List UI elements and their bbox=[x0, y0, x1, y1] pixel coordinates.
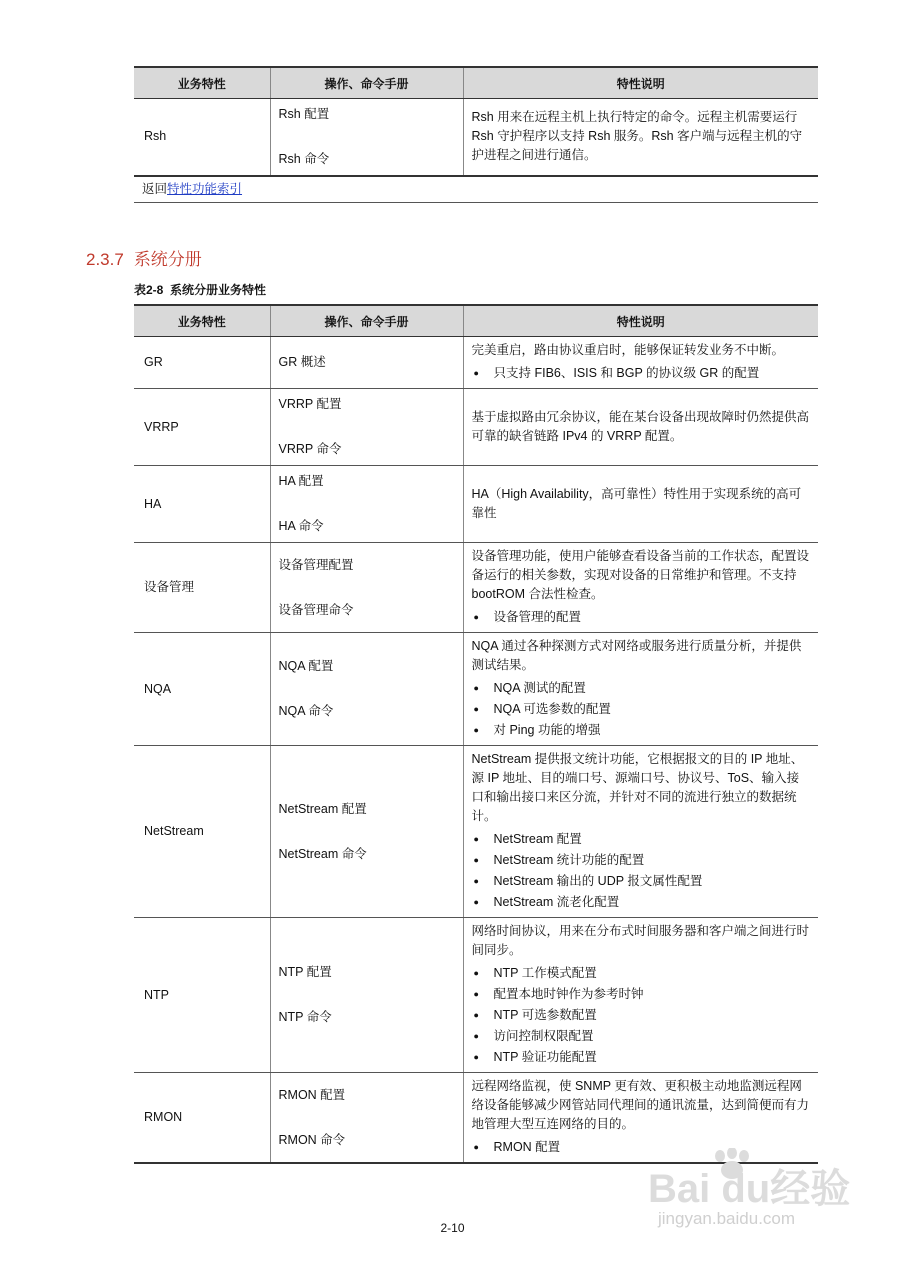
manual-config: HA 配置 bbox=[278, 474, 324, 488]
manual-command: HA 命令 bbox=[278, 519, 324, 533]
desc-text: NetStream 提供报文统计功能，它根据报文的目的 IP 地址、源 IP 地址、目的端口号、源端口号、协议号、ToS、输入接口和输出接口来区分流，并针对不同的流进行独立的数据统计。 bbox=[471, 752, 804, 823]
list-item: ● NetStream 统计功能的配置 bbox=[472, 850, 811, 871]
feature-cell: HA bbox=[134, 466, 270, 543]
list-item: ● NTP 可选参数配置 bbox=[472, 1005, 811, 1026]
manual-cell bbox=[270, 543, 463, 633]
manual-command: NetStream 命令 bbox=[278, 846, 367, 861]
return-text bbox=[142, 179, 242, 197]
desc-cell bbox=[463, 389, 818, 466]
section-heading bbox=[86, 245, 202, 270]
list-item: ● NetStream 配置 bbox=[472, 829, 811, 850]
desc-text: Rsh 用来在远程主机上执行特定的命令。远程主机需要运行 Rsh 守护程序以支持 Rsh 服务。Rsh 客户端与远程主机的守护进程之间进行通信。 bbox=[471, 110, 803, 163]
bullet-list bbox=[472, 363, 811, 384]
return-row bbox=[134, 172, 818, 203]
desc-text: 基于虚拟路由冗余协议，能在某台设备出现故障时仍然提供高可靠的缺省链路 IPv4 的 VRRP 配置。 bbox=[471, 410, 810, 443]
bullet-list bbox=[472, 829, 811, 913]
manual-command: RMON 命令 bbox=[278, 1132, 346, 1147]
desc-text: 设备管理功能，使用户能够查看设备当前的工作状态，配置设备运行的相关参数，实现对设备的日常维护和管理。不支持 bootROM 合法性检查。 bbox=[471, 549, 810, 601]
watermark-logo-text: Bai du经验 bbox=[648, 1167, 851, 1211]
manual-config: NQA 配置 bbox=[278, 659, 334, 673]
table-row bbox=[134, 633, 818, 746]
list-item: ● 访问控制权限配置 bbox=[472, 1026, 811, 1047]
caption-label: 表2-8 bbox=[134, 283, 164, 297]
table-caption bbox=[134, 281, 266, 298]
desc-text: HA（High Availability，高可靠性）特性用于实现系统的高可靠性 bbox=[471, 487, 802, 520]
desc-cell bbox=[463, 99, 818, 176]
table-row bbox=[134, 466, 818, 543]
manual-config: VRRP 配置 bbox=[278, 397, 342, 411]
header-feature: 业务特性 bbox=[134, 305, 270, 337]
desc-text: NQA 通过各种探测方式对网络或服务进行质量分析，并提供测试结果。 bbox=[471, 639, 802, 672]
manual-command: VRRP 命令 bbox=[278, 442, 342, 456]
table-row bbox=[134, 918, 818, 1073]
list-item: ● NQA 测试的配置 bbox=[472, 678, 811, 699]
list-item: ● 只支持 FIB6、ISIS 和 BGP 的协议级 GR 的配置 bbox=[472, 363, 811, 384]
list-item: ● NTP 工作模式配置 bbox=[472, 963, 811, 984]
manual-cell bbox=[270, 466, 463, 543]
list-item: ● NTP 验证功能配置 bbox=[472, 1047, 811, 1068]
table-row bbox=[134, 746, 818, 918]
bullet-list bbox=[472, 607, 811, 628]
desc-cell bbox=[463, 543, 818, 633]
manual-cell bbox=[270, 633, 463, 746]
list-item: ● RMON 配置 bbox=[472, 1137, 811, 1158]
feature-cell: Rsh bbox=[134, 99, 270, 176]
manual-config: NTP 配置 bbox=[278, 965, 332, 979]
section-number: 2.3.7 bbox=[86, 250, 124, 269]
manual-config: 设备管理配置 bbox=[278, 557, 354, 572]
return-prefix: 返回 bbox=[142, 182, 168, 196]
manual-cell bbox=[270, 746, 463, 918]
feature-index-link[interactable]: 特性功能索引 bbox=[167, 182, 243, 196]
manual-cell bbox=[270, 918, 463, 1073]
list-item: ● NetStream 流老化配置 bbox=[472, 892, 811, 913]
list-item: ● 配置本地时钟作为参考时钟 bbox=[472, 984, 811, 1005]
feature-cell: GR bbox=[134, 337, 270, 389]
desc-cell bbox=[463, 918, 818, 1073]
list-item: ● NetStream 输出的 UDP 报文属性配置 bbox=[472, 871, 811, 892]
page-number: 2-10 bbox=[440, 1221, 465, 1235]
feature-cell: VRRP bbox=[134, 389, 270, 466]
manual-config: NetStream 配置 bbox=[278, 801, 367, 816]
desc-cell bbox=[463, 633, 818, 746]
list-item: ● NQA 可选参数的配置 bbox=[472, 699, 811, 720]
manual-command: NQA 命令 bbox=[278, 704, 334, 718]
caption-text: 系统分册业务特性 bbox=[170, 283, 267, 297]
feature-cell: NQA bbox=[134, 633, 270, 746]
feature-cell: 设备管理 bbox=[134, 543, 270, 633]
manual-cell bbox=[270, 99, 463, 176]
desc-cell bbox=[463, 337, 818, 389]
header-manual: 操作、命令手册 bbox=[270, 305, 463, 337]
manual-config: Rsh 配置 bbox=[278, 106, 330, 121]
manual-cell bbox=[270, 1073, 463, 1164]
manual-command: NTP 命令 bbox=[278, 1010, 332, 1024]
system-features-table bbox=[134, 304, 818, 1164]
table-row bbox=[134, 337, 818, 389]
header-manual: 操作、命令手册 bbox=[270, 67, 463, 99]
baidu-jingyan-watermark bbox=[648, 1148, 868, 1228]
table-row bbox=[134, 389, 818, 466]
section-title: 系统分册 bbox=[133, 250, 202, 269]
header-desc: 特性说明 bbox=[463, 305, 818, 337]
bullet-list bbox=[472, 963, 811, 1068]
header-desc: 特性说明 bbox=[463, 67, 818, 99]
table-row bbox=[134, 543, 818, 633]
desc-cell bbox=[463, 466, 818, 543]
feature-cell: RMON bbox=[134, 1073, 270, 1164]
manual-cell: GR 概述 bbox=[270, 337, 463, 389]
manual-cell bbox=[270, 389, 463, 466]
bullet-list bbox=[472, 678, 811, 741]
manual-config: RMON 配置 bbox=[278, 1087, 346, 1102]
watermark-url: jingyan.baidu.com bbox=[658, 1209, 796, 1228]
manual-command: Rsh 命令 bbox=[278, 151, 330, 166]
desc-text: 完美重启，路由协议重启时，能够保证转发业务不中断。 bbox=[471, 343, 785, 357]
desc-cell bbox=[463, 746, 818, 918]
feature-cell: NTP bbox=[134, 918, 270, 1073]
list-item: ● 对 Ping 功能的增强 bbox=[472, 720, 811, 741]
rsh-table bbox=[134, 66, 818, 177]
header-feature: 业务特性 bbox=[134, 67, 270, 99]
manual-command: 设备管理命令 bbox=[278, 602, 354, 617]
desc-text: 远程网络监视，使 SNMP 更有效、更积极主动地监测远程网络设备能够减少网管站同代理间的通讯流量，达到简便而有力地管理大型互连网络的目的。 bbox=[471, 1079, 810, 1131]
desc-text: 网络时间协议，用来在分布式时间服务器和客户端之间进行时间同步。 bbox=[471, 924, 810, 957]
list-item: ● 设备管理的配置 bbox=[472, 607, 811, 628]
feature-cell: NetStream bbox=[134, 746, 270, 918]
